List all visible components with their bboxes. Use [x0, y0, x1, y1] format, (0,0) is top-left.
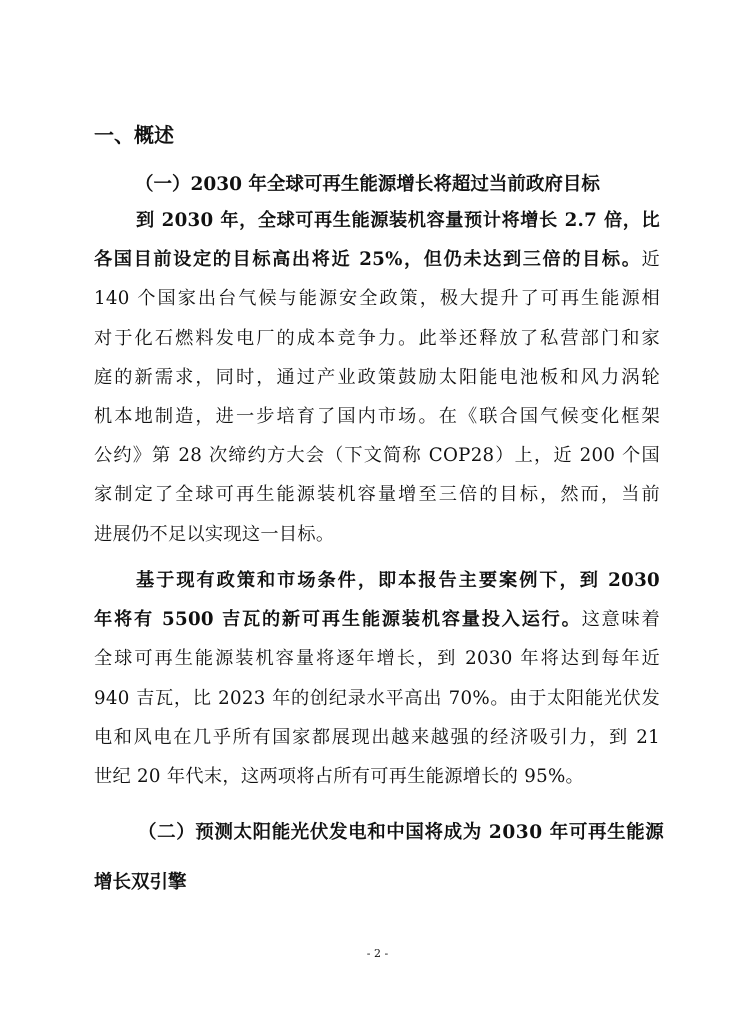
paragraph-line: 140 个国家出台气候与能源安全政策，极大提升了可再生能源相 — [94, 288, 660, 310]
subsection-heading-1: （一）2030 年全球可再生能源增长将超过当前政府目标 — [135, 174, 600, 195]
bold-text: 到 2030 年，全球可再生能源装机容量预计将增长 2.7 倍，比 — [136, 210, 660, 231]
paragraph-line: 公约》第 28 次缔约方大会（下文简称 COP28）上，近 200 个国 — [94, 445, 660, 467]
paragraph-line: 全球可再生能源装机容量将逐年增长，到 2030 年将达到每年近 — [94, 648, 660, 670]
paragraph-line: 对于化石燃料发电厂的成本竞争力。此举还释放了私营部门和家 — [94, 327, 660, 349]
subsection-heading-2 — [94, 808, 665, 908]
bold-text: 年将有 5500 吉瓦的新可再生能源装机容量投入运行。 — [94, 609, 582, 631]
paragraph-line: 940 吉瓦，比 2023 年的创纪录水平高出 70%。由于太阳能光伏发 — [94, 687, 660, 709]
paragraph-line: 世纪 20 年代末，这两项将占所有可再生能源增长的 95%。 — [94, 766, 585, 788]
paragraph-line — [94, 240, 660, 279]
paragraph-line — [94, 561, 660, 600]
heading-line: 增长双引擎 — [94, 872, 187, 893]
paragraph-line: 进展仍不足以实现这一目标。 — [94, 523, 335, 545]
paragraph-1 — [94, 201, 660, 554]
heading-line: （二）预测太阳能光伏发电和中国将成为 2030 年可再生能源 — [138, 822, 665, 843]
text: 近 — [641, 249, 660, 271]
bold-text: 各国目前设定的目标高出将近 25%，但仍未达到三倍的目标。 — [94, 249, 642, 271]
page-number: - 2 - — [366, 947, 389, 960]
bold-text: 基于现有政策和市场条件，即本报告主要案例下，到 2030 — [136, 570, 660, 591]
text: 这意味着 — [581, 609, 660, 631]
paragraph-line — [94, 600, 660, 639]
paragraph-line — [94, 201, 660, 240]
paragraph-line: 机本地制造，进一步培育了国内市场。在《联合国气候变化框架 — [94, 406, 660, 428]
paragraph-line: 家制定了全球可再生能源装机容量增至三倍的目标，然而，当前 — [94, 484, 660, 506]
section-heading-overview: 一、概述 — [94, 123, 174, 147]
paragraph-line: 电和风电在几乎所有国家都展现出越来越强的经济吸引力，到 21 — [94, 726, 660, 748]
paragraph-2 — [94, 561, 660, 796]
paragraph-line: 庭的新需求，同时，通过产业政策鼓励太阳能电池板和风力涡轮 — [94, 366, 660, 388]
